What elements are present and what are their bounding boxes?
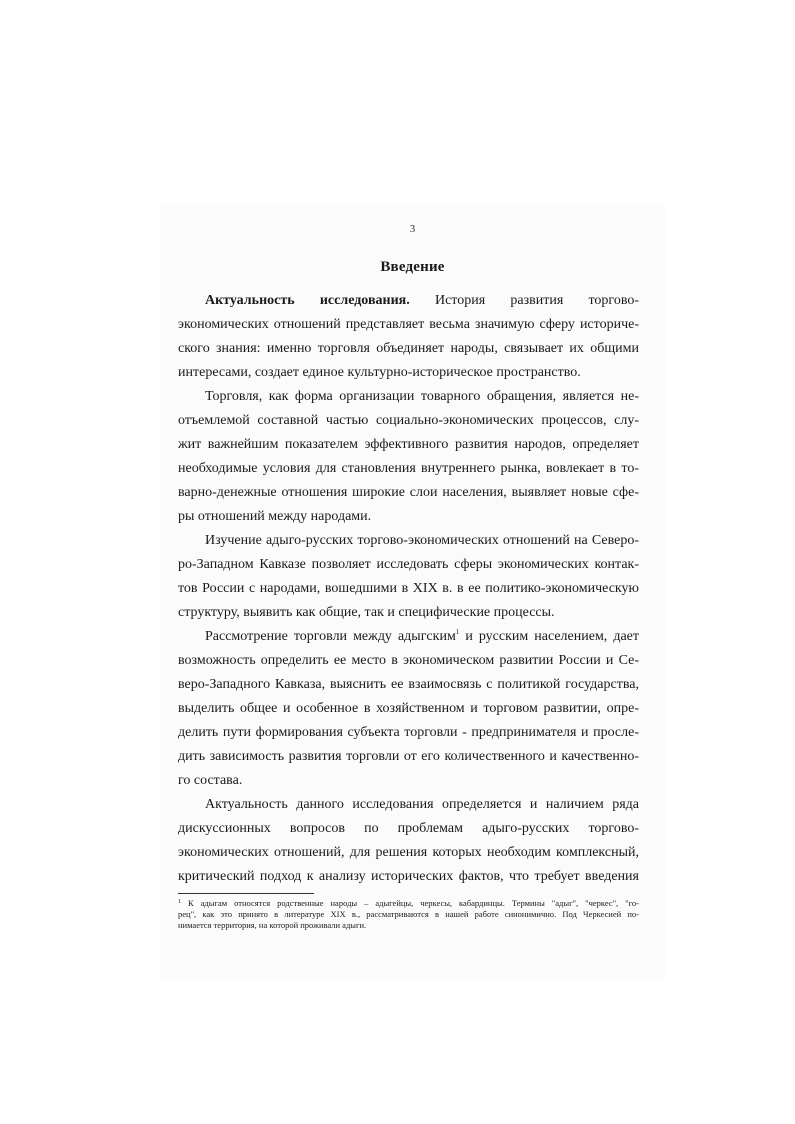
paragraph-4-line-5: делить пути формирования субъекта торговли - предпринимателя и просле- <box>178 725 639 740</box>
paragraph-1-line-2: экономических отношений представляет весьма значимую сферу историче- <box>178 317 639 332</box>
page-number: 3 <box>409 223 416 235</box>
footnote-mark: 1 <box>178 899 181 905</box>
paragraph-2-line-2: отъемлемой составной частью социально-экономических процессов, слу- <box>178 413 639 428</box>
paragraph-4-line-6: дить зависимость развития торговли от его количественного и качественно- <box>178 749 639 764</box>
footnote-reference[interactable]: 1 <box>455 628 460 636</box>
paragraph-2-line-6: ры отношений между народами. <box>178 509 372 524</box>
lead-bold-phrase: Актуальность исследования. <box>205 293 410 308</box>
paragraph-5-line-4: критический подход к анализу исторических фактов, что требует введения <box>178 869 639 884</box>
paragraph-1-line-1: Актуальность исследования. История развития торгово- <box>205 293 639 308</box>
paragraph-3-line-4: структуру, выявить как общие, так и специфические процессы. <box>178 605 555 620</box>
paragraph-5-line-2: дискуссионных вопросов по проблемам адыго-русских торгово- <box>178 821 639 836</box>
footnote-line-3: нимается территория, на которой проживали адыги. <box>178 920 367 930</box>
paragraph-3-line-2: ро-Западном Кавказе позволяет исследовать сферы экономических контак- <box>178 557 639 572</box>
paragraph-1-line-3: ского знания: именно торговля объединяет народы, связывает их общими <box>178 341 639 356</box>
paragraph-3-line-1: Изучение адыго-русских торгово-экономических отношений на Северо- <box>205 533 639 548</box>
paragraph-2-line-1: Торговля, как форма организации товарного обращения, является не- <box>205 389 639 404</box>
paragraph-4-line-7: го состава. <box>178 773 243 788</box>
paragraph-4-line-2: возможность определить ее место в экономическом развитии России и Се- <box>178 653 639 668</box>
paragraph-4-line-4: выделить общее и особенное в хозяйственном и торговом развитии, опре- <box>178 701 639 716</box>
section-title: Введение <box>380 259 445 275</box>
paragraph-3-line-3: тов России с народами, вошедшими в XIX в. в ее политико-экономическую <box>178 581 639 596</box>
footnote-line-1: $^1$ К адыгам относятся родственные народы – адыгейцы, черкесы, кабардинцы. Термины "адыг", "черкес", "го- <box>178 898 639 908</box>
paragraph-4-line-3: веро-Западного Кавказа, выяснить ее взаимосвязь с политикой государства, <box>178 677 639 692</box>
footnote-divider <box>178 893 314 894</box>
paragraph-1-line-4: интересами, создает единое культурно-историческое пространство. <box>178 365 581 380</box>
paragraph-2-line-4: необходимые условия для становления внутреннего рынка, вовлекает в то- <box>178 461 639 476</box>
paragraph-5-line-1: Актуальность данного исследования определяется и наличием ряда <box>205 797 639 812</box>
paragraph-4-line-1: Рассмотрение торговли между адыгским$^1$ и русским населением, дает <box>205 628 639 644</box>
paragraph-2-line-3: жит важнейшим показателем эффективного развития народов, определяет <box>178 437 639 452</box>
footnote-line-2: рец", как это принято в литературе XIX в., рассматриваются в нашей работе синонимично. Под Черкесией по- <box>178 909 639 919</box>
paragraph-2-line-5: варно-денежные отношения широкие слои населения, выявляет новые сфе- <box>178 485 639 500</box>
paragraph-5-line-3: экономических отношений, для решения которых необходим комплексный, <box>178 845 639 860</box>
